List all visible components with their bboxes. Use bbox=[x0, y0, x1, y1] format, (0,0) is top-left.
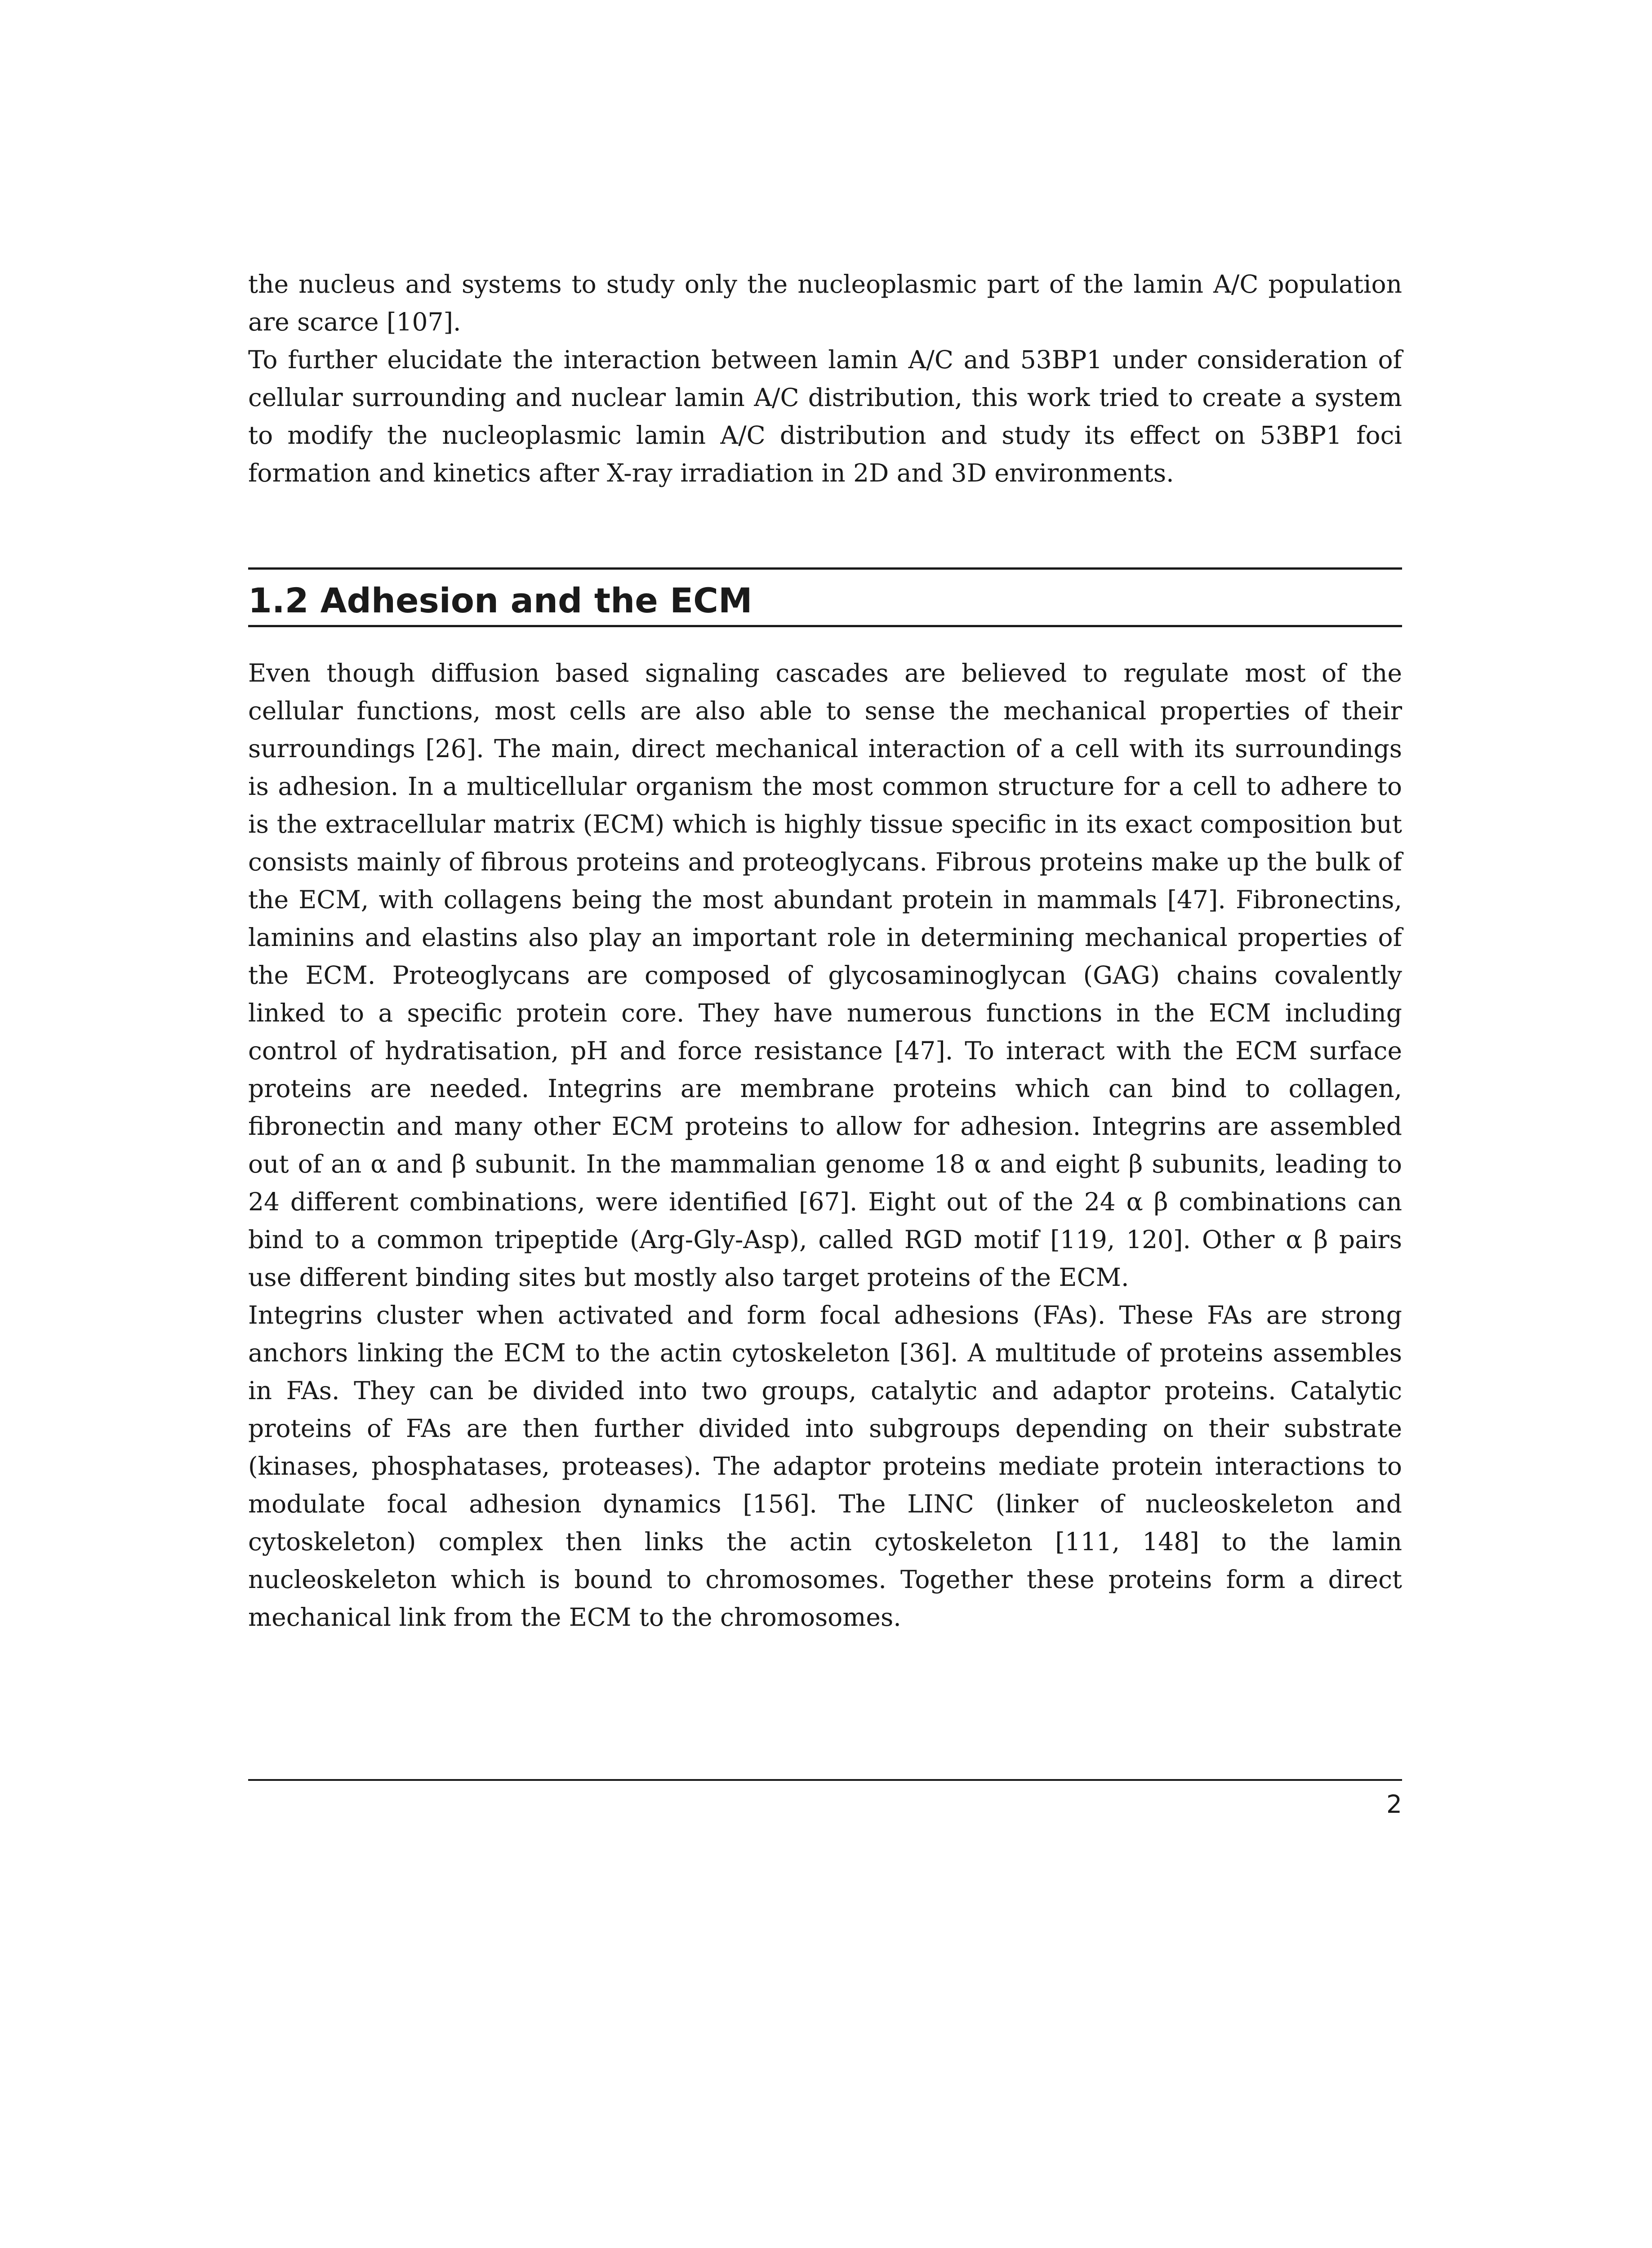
intro-paragraph-1: the nucleus and systems to study only the nucleoplasmic part of the lamin A/C population are scarce [107]. bbox=[248, 270, 1402, 336]
footer-rule bbox=[248, 1779, 1402, 1781]
page-number: 2 bbox=[1386, 1790, 1402, 1819]
section-heading-top-rule bbox=[248, 567, 1402, 570]
section-title: Adhesion and the ECM bbox=[320, 580, 753, 620]
intro-text bbox=[248, 265, 1402, 492]
section-heading-bottom-rule bbox=[248, 625, 1402, 627]
section-body bbox=[248, 654, 1402, 1636]
section-paragraph-2: Integrins cluster when activated and form focal adhesions (FAs). These FAs are strong anchors linking the ECM to the actin cytoskeleton [36]. A multitude of proteins assembles in FAs. They can be divided into two groups, catalytic and adaptor proteins. Catalytic proteins of FAs are then further divided into subgroups depending on their substrate (kinases, phosphatases, proteases). The adaptor proteins mediate protein interactions to modulate focal adhesion dynamics [156]. The LINC (linker of nucleoskeleton and cytoskeleton) complex then links the actin cytoskeleton [111, 148] to the lamin nucleoskeleton which is bound to chromosomes. Together these proteins form a direct mechanical link from the ECM to the chromosomes. bbox=[248, 1301, 1402, 1632]
section-number: 1.2 bbox=[248, 580, 309, 620]
section-paragraph-1: Even though diffusion based signaling cascades are believed to regulate most of the cellular functions, most cells are also able to sense the mechanical properties of their surroundings [26]. The main, direct mechanical interaction of a cell with its surroundings is adhesion. In a multicellular organism the most common structure for a cell to adhere to is the extracellular matrix (ECM) which is highly tissue specific in its exact composition but consists mainly of fibrous proteins and proteoglycans. Fibrous proteins make up the bulk of the ECM, with collagens being the most abundant protein in mammals [47]. Fibronectins, laminins and elastins also play an important role in determining mechanical properties of the ECM. Proteoglycans are composed of glycosaminoglycan (GAG) chains covalently linked to a specific protein core. They have numerous functions in the ECM including control of hydratisation, pH and force resistance [47]. To interact with the ECM surface proteins are needed. Integrins are membrane proteins which can bind to collagen, fibronectin and many other ECM proteins to allow for adhesion. Integrins are assembled out of an α and β subunit. In the mammalian genome 18 α and eight β subunits, leading to 24 different combinations, were identified [67]. Eight out of the 24 α β combinations can bind to a common tripeptide (Arg-Gly-Asp), called RGD motif [119, 120]. Other α β pairs use different binding sites but mostly also target proteins of the ECM. bbox=[248, 659, 1402, 1292]
intro-paragraph-2: To further elucidate the interaction between lamin A/C and 53BP1 under consideration of cellular surrounding and nuclear lamin A/C distribution, this work tried to create a system to modify the nucleoplasmic lamin A/C distribution and study its effect on 53BP1 foci formation and kinetics after X-ray irradiation in 2D and 3D environments. bbox=[248, 345, 1402, 487]
section-heading bbox=[248, 579, 1402, 622]
